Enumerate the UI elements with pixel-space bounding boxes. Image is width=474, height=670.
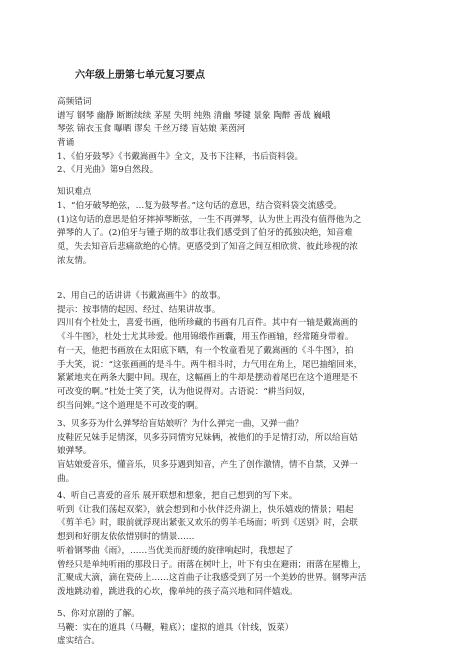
knowledge-point-2: [57, 290, 450, 413]
p2-line: 织当问婢。”这个道理是不可改变的啊。: [57, 400, 204, 411]
p4-line: 《剪羊毛》时，眼前就浮现出紧张又欢乐的剪羊毛场面；听到《送别》时，会联: [57, 518, 358, 529]
p2-line: 2、用自己的话讲讲《书戴嵩画牛》的故事。: [57, 291, 226, 301]
p4-line: 听着钢琴曲《雨》，……当优美而舒缓的旋律响起时，我想起了: [57, 545, 294, 556]
knowledge-point-3: [57, 418, 450, 487]
recite-section: [57, 137, 450, 178]
words-section: [57, 96, 450, 137]
knowledge-point-4: [57, 490, 450, 600]
p1-line: (1)这句话的意思是伯牙摔掉琴断弦，一生不再弹琴，认为世上再没有值得他为之: [57, 214, 362, 225]
p5-line: 5、你对京剧的了解。: [57, 609, 140, 619]
knowledge-point-1: [57, 200, 450, 269]
knowledge-heading-block: [57, 186, 450, 200]
p5-line: 马鞭：实在的道具（马鞭，鞋底）；虚拟的道具（针线，饭菜）: [57, 622, 294, 633]
p2-line: 有一天，他把书画放在太阳底下晒，有一个牧童看见了戴嵩画的《斗牛图》，拍: [57, 345, 354, 356]
p3-line: 盲姑娘爱音乐，懂音乐，贝多芬遇到知音，产生了创作激情，情不自禁，又弹一: [57, 460, 358, 471]
p2-line: 紧紧地夹在两条大腿中间。现在，这幅画上的牛却是摆动着尾巴在这个道理是不: [57, 373, 358, 384]
recite-heading: 背诵: [57, 138, 75, 148]
p4-line: 汇聚成大滴，滴在瓷砖上……这首曲子让我感受到了另一个美妙的世界。钢琴声活: [57, 573, 367, 584]
p3-line: 皮鞋匠兄妹手足情深，贝多芬同情穷兄妹俩，被他们的手足情打动，所以给盲姑: [57, 432, 358, 443]
words-line-2: 琴弦 锦衣玉食 曝晒 谬矣 千丝万缕 盲姑娘 莱茵河: [57, 124, 246, 135]
recite-item-1: 1、《伯牙鼓琴》《书戴嵩画牛》全文，及书下注释，书后资料袋。: [57, 151, 304, 162]
knowledge-point-5: [57, 608, 450, 649]
p2-line: 《斗牛图》，杜处士尤其珍爱。他用锦缎作画囊，用玉作画轴，经常随身带着。: [57, 332, 354, 343]
p3-line: 3、贝多芬为什么弹琴给盲姑娘听？为什么弹完一曲，又弹一曲？: [57, 419, 304, 429]
words-line-1: 谱写 钢琴 幽静 断断续续 茅屋 失明 纯熟 清幽 琴键 景象 陶醉 善哉 巍峨: [57, 110, 331, 121]
p3-line: 娘弹琴。: [57, 446, 92, 457]
p1-line: 觅，失去知音后悲痛欲绝的心情。更感受到了知音之间互相欣赏、彼此珍视的浓: [57, 242, 358, 253]
recite-item-2: 2、《月光曲》第9自然段。: [57, 165, 159, 176]
p4-line: 泼地跳动着，跳进我的心坎，像单纯的孩子高兴地和同伴嬉戏。: [57, 586, 298, 597]
p1-line: 弹琴的人了。(2)伯牙与锺子期的故事让我们感受到了伯牙的孤独决绝，知音难: [57, 228, 353, 239]
p2-line: 提示：按事情的起因、经过、结果讲故事。: [57, 304, 221, 315]
p3-line: 曲。: [57, 473, 75, 484]
p4-line: 4、听自己喜爱的音乐 展开联想和想象，把自己想到的写下来。: [57, 491, 298, 501]
p1-line: 1、“伯牙破琴绝弦，…复为鼓琴者。”这句话的意思，结合资料袋交流感受。: [57, 201, 342, 211]
p5-line: 虚实结合。: [57, 636, 100, 647]
p2-line: 可改变的啊。”杜处士笑了笑，认为他说得对。古语说：“耕当问奴，: [57, 386, 311, 397]
p2-line: 手大笑，说：“这张画画的是斗牛。两牛相斗时，力气用在角上，尾巴抽缩回来，: [57, 359, 363, 370]
p4-line: 曾经只是单纯听雨的那段日子。雨落在树叶上，叶下有虫在避雨；雨落在屋檐上，: [57, 559, 367, 570]
words-heading: 高频错词: [57, 97, 92, 107]
page-title: 六年级上册第七单元复习要点: [75, 70, 205, 81]
p4-line: 听到《让我们荡起双桨》，就会想到和小伙伴泛舟湖上，快乐嬉戏的情景；唱起: [57, 504, 354, 515]
p1-line: 浓友情。: [57, 255, 92, 266]
knowledge-heading: 知识难点: [57, 187, 92, 197]
p4-line: 想到和好朋友依依惜别时的情景……: [57, 532, 195, 543]
p2-line: 四川有个杜处士，喜爱书画，他所珍藏的书画有几百件。其中有一轴是戴嵩画的: [57, 318, 358, 329]
